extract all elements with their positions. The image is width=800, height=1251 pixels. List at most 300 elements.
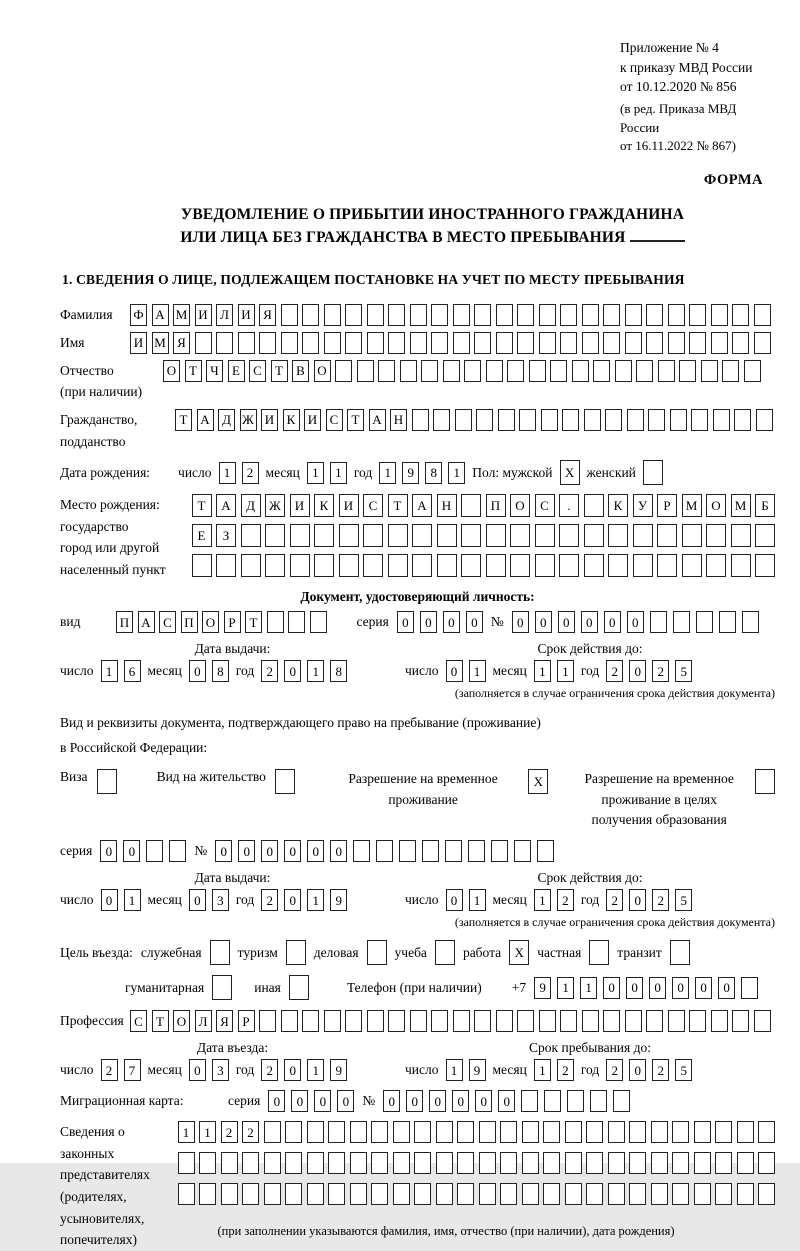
form-cell[interactable]: 1 [307,462,324,484]
form-cell[interactable]: 0 [629,1059,646,1081]
form-cell[interactable] [715,1183,732,1205]
form-cell[interactable] [285,1152,302,1174]
form-cell[interactable] [216,554,236,577]
form-cell[interactable] [376,840,393,862]
form-cell[interactable] [608,1152,625,1174]
form-cell[interactable]: 1 [219,462,236,484]
form-cell[interactable] [560,332,577,354]
form-cell[interactable]: 0 [452,1090,469,1112]
form-cell[interactable] [605,409,622,431]
representatives-row1-cells[interactable] [178,1121,776,1143]
form-cell[interactable]: Р [238,1010,255,1032]
form-cell[interactable] [584,494,604,517]
form-cell[interactable] [479,1121,496,1143]
form-cell[interactable] [517,1010,534,1032]
form-cell[interactable] [195,332,212,354]
identity-valid-day-cells[interactable] [446,660,486,682]
form-cell[interactable] [192,554,212,577]
form-cell[interactable]: М [152,332,169,354]
form-cell[interactable] [582,1010,599,1032]
form-cell[interactable] [486,554,506,577]
form-cell[interactable] [399,840,416,862]
form-cell[interactable] [264,1183,281,1205]
form-cell[interactable]: 2 [221,1121,238,1143]
form-cell[interactable] [559,554,579,577]
form-cell[interactable] [711,332,728,354]
form-cell[interactable] [421,360,438,382]
form-cell[interactable]: Ч [206,360,223,382]
form-cell[interactable] [646,1010,663,1032]
form-cell[interactable] [378,360,395,382]
form-cell[interactable] [691,409,708,431]
form-cell[interactable]: А [369,409,386,431]
form-cell[interactable] [539,304,556,326]
form-cell[interactable]: Д [218,409,235,431]
form-cell[interactable]: О [163,360,180,382]
form-cell[interactable] [651,1121,668,1143]
form-cell[interactable]: С [363,494,383,517]
form-cell[interactable] [694,1121,711,1143]
form-cell[interactable]: 2 [557,889,574,911]
form-cell[interactable] [651,1183,668,1205]
form-cell[interactable]: Ж [265,494,285,517]
form-cell[interactable]: 2 [261,660,278,682]
form-cell[interactable]: И [195,304,212,326]
form-cell[interactable] [474,304,491,326]
form-cell[interactable] [388,524,408,547]
form-cell[interactable] [431,332,448,354]
permit-valid-month-cells[interactable] [534,889,574,911]
form-cell[interactable] [754,304,771,326]
form-cell[interactable] [275,769,295,794]
form-cell[interactable] [539,332,556,354]
form-cell[interactable] [367,940,387,965]
form-cell[interactable]: 0 [101,889,118,911]
form-cell[interactable] [457,1183,474,1205]
permit-valid-day-cells[interactable] [446,889,486,911]
form-cell[interactable] [431,304,448,326]
form-cell[interactable]: 1 [330,462,347,484]
form-cell[interactable] [178,1183,195,1205]
form-cell[interactable] [670,409,687,431]
form-cell[interactable] [754,332,771,354]
form-cell[interactable]: У [633,494,653,517]
form-cell[interactable]: Р [657,494,677,517]
form-cell[interactable]: О [314,360,331,382]
form-cell[interactable] [517,332,534,354]
form-cell[interactable] [668,304,685,326]
form-cell[interactable]: 0 [189,1059,206,1081]
form-cell[interactable]: 1 [379,462,396,484]
form-cell[interactable] [464,360,481,382]
form-cell[interactable] [731,524,751,547]
form-cell[interactable]: 0 [189,660,206,682]
patronymic-cells[interactable] [163,360,761,382]
checkbox-purpose-private[interactable] [589,940,609,965]
form-cell[interactable] [586,1152,603,1174]
form-cell[interactable]: Л [216,304,233,326]
form-cell[interactable]: Д [241,494,261,517]
form-cell[interactable] [689,1010,706,1032]
form-cell[interactable]: 1 [557,977,574,999]
form-cell[interactable] [422,840,439,862]
identity-issue-month-cells[interactable] [189,660,229,682]
form-cell[interactable] [498,409,515,431]
form-cell[interactable] [496,332,513,354]
form-cell[interactable] [414,1183,431,1205]
form-cell[interactable] [264,1152,281,1174]
form-cell[interactable] [608,524,628,547]
form-cell[interactable]: 0 [268,1090,285,1112]
form-cell[interactable] [689,304,706,326]
form-cell[interactable]: 9 [402,462,419,484]
form-cell[interactable] [367,1010,384,1032]
form-cell[interactable] [589,940,609,965]
form-cell[interactable] [672,1183,689,1205]
form-cell[interactable]: 2 [652,889,669,911]
form-cell[interactable] [437,524,457,547]
form-cell[interactable] [696,611,713,633]
form-cell[interactable]: П [116,611,133,633]
form-cell[interactable] [221,1152,238,1174]
form-cell[interactable] [453,332,470,354]
form-cell[interactable]: 0 [100,840,117,862]
form-cell[interactable] [567,1090,584,1112]
form-cell[interactable]: Е [192,524,212,547]
form-cell[interactable]: А [152,304,169,326]
form-cell[interactable] [646,332,663,354]
form-cell[interactable] [353,840,370,862]
permit-number-cells[interactable] [215,840,554,862]
form-cell[interactable]: 2 [242,1121,259,1143]
permit-valid-year-cells[interactable] [606,889,692,911]
form-cell[interactable]: 1 [469,660,486,682]
form-cell[interactable]: 0 [443,611,460,633]
form-cell[interactable] [755,524,775,547]
form-cell[interactable] [668,1010,685,1032]
form-cell[interactable] [453,1010,470,1032]
form-cell[interactable]: З [216,524,236,547]
form-cell[interactable] [744,360,761,382]
form-cell[interactable] [613,1090,630,1112]
form-cell[interactable] [593,360,610,382]
form-cell[interactable] [636,360,653,382]
form-cell[interactable] [550,360,567,382]
form-cell[interactable] [603,1010,620,1032]
doc-kind-cells[interactable] [116,611,327,633]
form-cell[interactable] [572,360,589,382]
form-cell[interactable]: М [173,304,190,326]
form-cell[interactable] [324,304,341,326]
form-cell[interactable] [345,332,362,354]
form-cell[interactable] [754,1010,771,1032]
form-cell[interactable] [543,1183,560,1205]
form-cell[interactable] [388,332,405,354]
form-cell[interactable] [455,409,472,431]
form-cell[interactable] [737,1152,754,1174]
form-cell[interactable] [701,360,718,382]
form-cell[interactable] [522,1152,539,1174]
form-cell[interactable] [479,1152,496,1174]
form-cell[interactable]: 2 [652,1059,669,1081]
form-cell[interactable] [689,332,706,354]
form-cell[interactable] [731,554,751,577]
form-cell[interactable]: Т [388,494,408,517]
stay-day-cells[interactable] [446,1059,486,1081]
form-cell[interactable] [210,940,230,965]
form-cell[interactable] [435,940,455,965]
form-cell[interactable]: С [130,1010,147,1032]
checkbox-purpose-study[interactable] [435,940,455,965]
form-cell[interactable] [265,524,285,547]
form-cell[interactable]: Т [347,409,364,431]
form-cell[interactable]: 0 [284,1059,301,1081]
form-cell[interactable] [715,1152,732,1174]
form-cell[interactable]: 0 [314,1090,331,1112]
form-cell[interactable]: 8 [212,660,229,682]
form-cell[interactable]: 0 [383,1090,400,1112]
form-cell[interactable] [324,332,341,354]
form-cell[interactable] [627,409,644,431]
entry-day-cells[interactable] [101,1059,141,1081]
form-cell[interactable] [732,1010,749,1032]
form-cell[interactable] [694,1152,711,1174]
checkbox-temp-residence[interactable] [528,769,548,794]
surname-cells[interactable] [130,304,771,326]
form-cell[interactable]: Т [185,360,202,382]
form-cell[interactable]: 0 [604,611,621,633]
form-cell[interactable] [335,360,352,382]
form-cell[interactable] [169,840,186,862]
form-cell[interactable] [670,940,690,965]
form-cell[interactable]: 0 [330,840,347,862]
form-cell[interactable]: 0 [429,1090,446,1112]
form-cell[interactable] [510,524,530,547]
form-cell[interactable]: 0 [337,1090,354,1112]
form-cell[interactable] [281,332,298,354]
form-cell[interactable] [706,554,726,577]
form-cell[interactable]: О [706,494,726,517]
form-cell[interactable] [586,1121,603,1143]
birth-year-cells[interactable] [379,462,465,484]
form-cell[interactable]: 0 [627,611,644,633]
form-cell[interactable] [507,360,524,382]
form-cell[interactable]: 2 [606,1059,623,1081]
permit-issue-month-cells[interactable] [189,889,229,911]
form-cell[interactable] [755,769,775,794]
form-cell[interactable]: А [412,494,432,517]
form-cell[interactable]: 2 [606,660,623,682]
form-cell[interactable] [682,524,702,547]
form-cell[interactable]: 2 [557,1059,574,1081]
form-cell[interactable] [97,769,117,794]
form-cell[interactable] [650,611,667,633]
form-cell[interactable] [307,1152,324,1174]
form-cell[interactable] [445,840,462,862]
form-cell[interactable]: 0 [284,840,301,862]
form-cell[interactable] [668,332,685,354]
form-cell[interactable] [328,1152,345,1174]
form-cell[interactable]: 0 [581,611,598,633]
checkbox-sex-male[interactable] [560,460,580,485]
form-cell[interactable] [629,1183,646,1205]
form-cell[interactable] [657,524,677,547]
form-cell[interactable]: К [314,494,334,517]
form-cell[interactable] [436,1121,453,1143]
form-cell[interactable] [679,360,696,382]
form-cell[interactable] [756,409,773,431]
form-cell[interactable]: 1 [178,1121,195,1143]
form-cell[interactable]: X [528,769,548,794]
form-cell[interactable]: 1 [534,889,551,911]
form-cell[interactable] [629,1121,646,1143]
form-cell[interactable]: 0 [307,840,324,862]
form-cell[interactable] [410,332,427,354]
profession-cells[interactable] [130,1010,771,1032]
form-cell[interactable] [562,409,579,431]
doc-number-cells[interactable] [512,611,759,633]
form-cell[interactable]: 0 [498,1090,515,1112]
form-cell[interactable] [307,1121,324,1143]
form-cell[interactable] [758,1183,775,1205]
form-cell[interactable]: Т [152,1010,169,1032]
stay-month-cells[interactable] [534,1059,574,1081]
form-cell[interactable]: 1 [534,1059,551,1081]
checkbox-purpose-official[interactable] [210,940,230,965]
form-cell[interactable]: 0 [466,611,483,633]
form-cell[interactable]: 8 [425,462,442,484]
form-cell[interactable] [259,332,276,354]
form-cell[interactable] [290,554,310,577]
identity-issue-year-cells[interactable] [261,660,347,682]
form-cell[interactable] [491,840,508,862]
form-cell[interactable] [625,332,642,354]
form-cell[interactable]: 0 [629,660,646,682]
form-cell[interactable]: 1 [448,462,465,484]
form-cell[interactable] [732,332,749,354]
form-cell[interactable] [457,1121,474,1143]
form-cell[interactable] [350,1183,367,1205]
form-cell[interactable]: П [181,611,198,633]
form-cell[interactable]: 1 [124,889,141,911]
form-cell[interactable] [412,409,429,431]
form-cell[interactable] [565,1183,582,1205]
form-cell[interactable]: 2 [261,1059,278,1081]
form-cell[interactable] [267,611,284,633]
form-cell[interactable]: Р [224,611,241,633]
form-cell[interactable]: 1 [469,889,486,911]
form-cell[interactable] [648,409,665,431]
form-cell[interactable] [651,1152,668,1174]
identity-issue-day-cells[interactable] [101,660,141,682]
form-cell[interactable] [719,611,736,633]
form-cell[interactable] [519,409,536,431]
form-cell[interactable] [302,332,319,354]
form-cell[interactable] [367,332,384,354]
form-cell[interactable]: О [510,494,530,517]
form-cell[interactable]: 1 [199,1121,216,1143]
form-cell[interactable] [643,460,663,485]
form-cell[interactable] [265,554,285,577]
form-cell[interactable]: Н [390,409,407,431]
checkbox-purpose-transit[interactable] [670,940,690,965]
form-cell[interactable]: 0 [718,977,735,999]
form-cell[interactable] [412,554,432,577]
citizenship-cells[interactable] [175,409,773,431]
form-cell[interactable]: 0 [420,611,437,633]
form-cell[interactable]: Ж [240,409,257,431]
form-cell[interactable] [722,360,739,382]
birth-day-cells[interactable] [219,462,259,484]
checkbox-purpose-humanitarian[interactable] [212,975,232,1000]
form-cell[interactable] [242,1152,259,1174]
form-cell[interactable] [657,554,677,577]
form-cell[interactable] [603,304,620,326]
form-cell[interactable] [755,554,775,577]
form-cell[interactable] [537,840,554,862]
checkbox-purpose-business[interactable] [367,940,387,965]
form-cell[interactable] [539,1010,556,1032]
form-cell[interactable] [393,1152,410,1174]
form-cell[interactable] [633,524,653,547]
form-cell[interactable] [221,1183,238,1205]
form-cell[interactable] [461,494,481,517]
entry-year-cells[interactable] [261,1059,347,1081]
form-cell[interactable] [559,524,579,547]
form-cell[interactable] [350,1121,367,1143]
identity-valid-month-cells[interactable] [534,660,574,682]
form-cell[interactable] [529,360,546,382]
form-cell[interactable] [242,1183,259,1205]
form-cell[interactable]: X [509,940,529,965]
form-cell[interactable]: Я [173,332,190,354]
checkbox-purpose-work[interactable] [509,940,529,965]
form-cell[interactable] [324,1010,341,1032]
form-cell[interactable] [711,1010,728,1032]
form-cell[interactable]: И [290,494,310,517]
form-cell[interactable]: 0 [512,611,529,633]
form-cell[interactable]: Л [195,1010,212,1032]
permit-series-cells[interactable] [100,840,186,862]
form-cell[interactable]: 3 [212,1059,229,1081]
form-cell[interactable]: Т [271,360,288,382]
form-cell[interactable]: К [608,494,628,517]
form-cell[interactable] [496,1010,513,1032]
form-cell[interactable] [510,554,530,577]
form-cell[interactable] [646,304,663,326]
form-cell[interactable] [199,1152,216,1174]
form-cell[interactable] [486,360,503,382]
form-cell[interactable] [715,1121,732,1143]
phone-digit-cells[interactable] [534,977,758,999]
form-cell[interactable] [541,409,558,431]
form-cell[interactable] [281,304,298,326]
form-cell[interactable]: 0 [406,1090,423,1112]
form-cell[interactable]: 1 [307,889,324,911]
form-cell[interactable]: 2 [652,660,669,682]
form-cell[interactable] [146,840,163,862]
checkbox-residence-permit[interactable] [275,769,295,794]
form-cell[interactable]: П [486,494,506,517]
form-cell[interactable] [363,524,383,547]
form-cell[interactable] [289,975,309,1000]
form-cell[interactable] [393,1183,410,1205]
form-cell[interactable] [178,1152,195,1174]
form-cell[interactable] [453,304,470,326]
form-cell[interactable] [433,409,450,431]
form-cell[interactable] [758,1152,775,1174]
checkbox-visa[interactable] [97,769,117,794]
